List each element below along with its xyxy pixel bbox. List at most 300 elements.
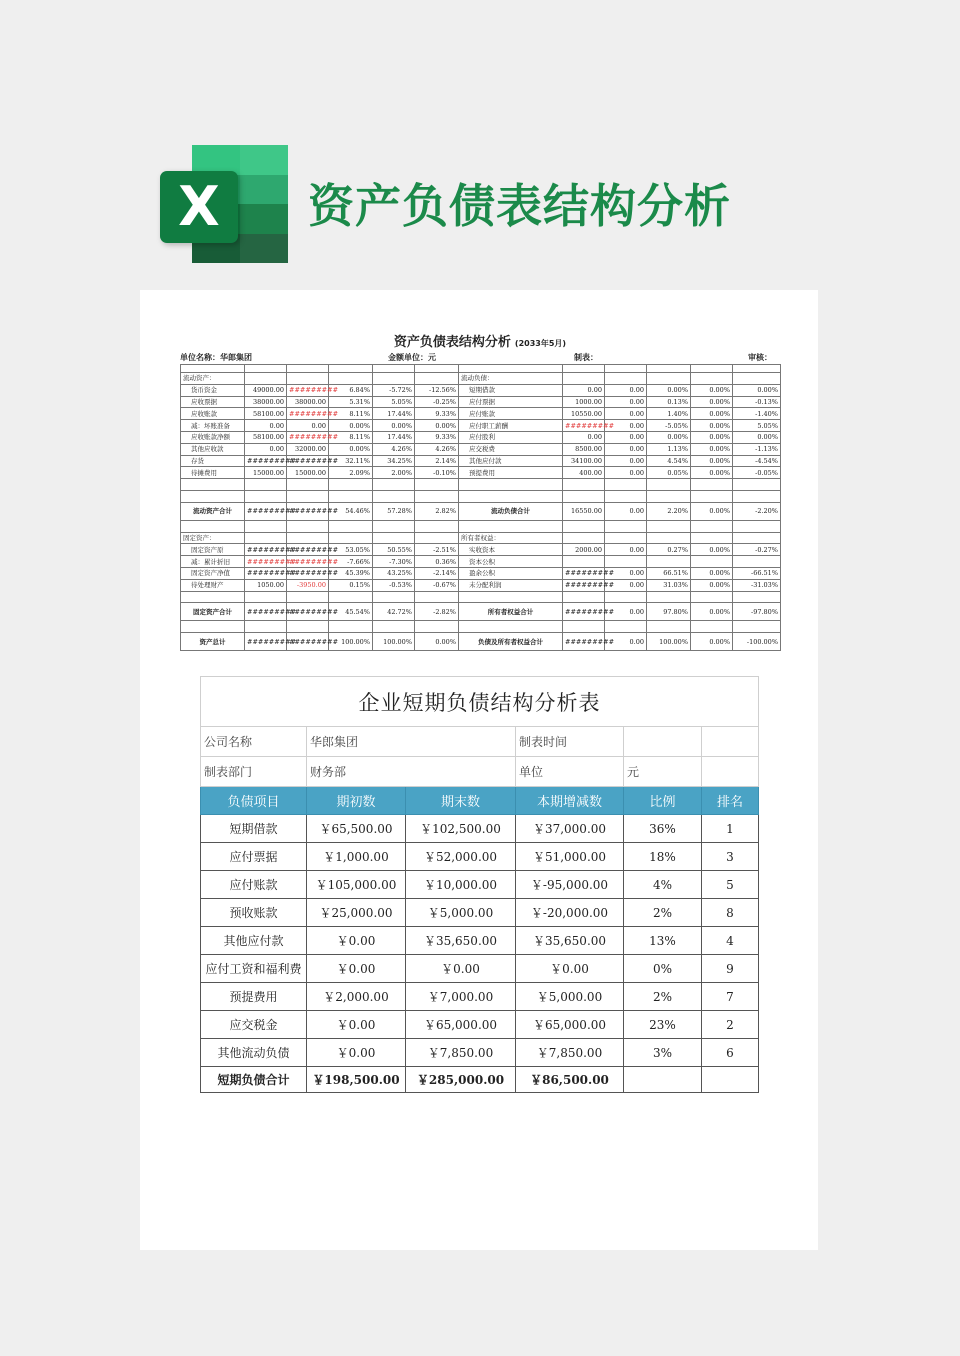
table-cell: [459, 591, 563, 603]
table-row: [181, 591, 781, 603]
table-cell: 0.00%: [415, 633, 459, 651]
balance-sheet-table: [180, 364, 781, 651]
table-cell: 0.00%: [415, 420, 459, 432]
table-cell: #########: [245, 603, 287, 621]
table-cell: [373, 621, 415, 633]
table-cell: -31.03%: [733, 579, 781, 591]
table-cell: 17.44%: [373, 431, 415, 443]
table-cell: 固定资产：: [181, 532, 245, 544]
table-cell: 资本公积: [459, 556, 563, 568]
table-cell: #########: [287, 408, 329, 420]
table-cell: [647, 490, 691, 502]
table-cell: 固定资产净值: [181, 567, 245, 579]
table-cell: 9.33%: [415, 431, 459, 443]
table-cell: [563, 373, 605, 385]
table-cell: ￥65,500.00: [307, 815, 406, 843]
date-label: 制表时间: [516, 727, 624, 757]
table-cell: [373, 591, 415, 603]
table-row: [181, 603, 781, 621]
table-cell: 49000.00: [245, 384, 287, 396]
unit-value: 元: [624, 757, 702, 787]
table-cell: ￥0.00: [307, 955, 406, 983]
info-empty-cell: [702, 757, 759, 787]
table-cell: [287, 365, 329, 373]
table-row: [181, 396, 781, 408]
table-cell: ￥7,000.00: [406, 983, 516, 1011]
table-cell: 应收票据: [181, 396, 245, 408]
table-cell: 15000.00: [245, 467, 287, 479]
table-cell: [415, 373, 459, 385]
table-cell: 0.00: [605, 455, 647, 467]
table-cell: ￥-20,000.00: [516, 899, 624, 927]
table-cell: 8: [702, 899, 759, 927]
table-cell: 8500.00: [563, 443, 605, 455]
table-cell: 其他应付款: [201, 927, 307, 955]
table-cell: [733, 621, 781, 633]
table-cell: [605, 479, 647, 491]
table-cell: [733, 520, 781, 532]
table-row: [181, 520, 781, 532]
table-cell: 2.20%: [647, 502, 691, 520]
table-cell: 负债及所有者权益合计: [459, 633, 563, 651]
table-cell: 0.15%: [329, 579, 373, 591]
total-cell: [624, 1067, 702, 1093]
table-row: [201, 1011, 759, 1039]
table-cell: [287, 490, 329, 502]
table-cell: -7.30%: [373, 556, 415, 568]
table-cell: [245, 532, 287, 544]
balance-sheet-period: (2033年5月): [514, 339, 567, 348]
table-cell: #########: [245, 633, 287, 651]
table-cell: [287, 479, 329, 491]
table-cell: [329, 365, 373, 373]
table-cell: #########: [287, 431, 329, 443]
table-cell: 未分配利润: [459, 579, 563, 591]
table-row: [201, 815, 759, 843]
table-cell: 0.00: [563, 431, 605, 443]
table-cell: #########: [287, 455, 329, 467]
balance-sheet: [180, 334, 780, 651]
table-cell: 32000.00: [287, 443, 329, 455]
table-cell: #########: [287, 502, 329, 520]
table-cell: [373, 520, 415, 532]
table-cell: #########: [563, 420, 605, 432]
table-row: [181, 420, 781, 432]
table-cell: [287, 621, 329, 633]
table-cell: #########: [563, 567, 605, 579]
table-cell: 实收资本: [459, 544, 563, 556]
total-cell: 短期负债合计: [201, 1067, 307, 1093]
table-cell: 0.00: [605, 408, 647, 420]
table-cell: 预提费用: [459, 467, 563, 479]
table-cell: 0.05%: [647, 467, 691, 479]
table-cell: 应收账款: [181, 408, 245, 420]
table-row: [181, 532, 781, 544]
table-cell: [245, 520, 287, 532]
table-cell: ￥2,000.00: [307, 983, 406, 1011]
table-cell: [733, 365, 781, 373]
prepared-by: 制表：: [574, 352, 598, 362]
table-cell: ￥52,000.00: [406, 843, 516, 871]
table-cell: [415, 621, 459, 633]
table-cell: 流动资产：: [181, 373, 245, 385]
table-cell: ￥7,850.00: [406, 1039, 516, 1067]
table-cell: [459, 520, 563, 532]
table-cell: ￥7,850.00: [516, 1039, 624, 1067]
table-cell: 100.00%: [373, 633, 415, 651]
table-row: [181, 567, 781, 579]
table-cell: 400.00: [563, 467, 605, 479]
table-cell: [647, 520, 691, 532]
table-cell: 应收账款净额: [181, 431, 245, 443]
table-cell: 42.72%: [373, 603, 415, 621]
column-header: 负债项目: [201, 787, 307, 815]
table-cell: 0.00: [605, 431, 647, 443]
table-cell: ￥0.00: [307, 1039, 406, 1067]
table-row: [181, 365, 781, 373]
table-cell: ￥0.00: [516, 955, 624, 983]
table-cell: -0.67%: [415, 579, 459, 591]
table-cell: [605, 365, 647, 373]
table-cell: #########: [563, 579, 605, 591]
table-cell: [329, 490, 373, 502]
table-cell: 6: [702, 1039, 759, 1067]
table-cell: -7.66%: [329, 556, 373, 568]
table-cell: [459, 479, 563, 491]
table-cell: #########: [245, 502, 287, 520]
table-cell: 0.00%: [691, 455, 733, 467]
total-cell: [702, 1067, 759, 1093]
column-header: 期末数: [406, 787, 516, 815]
column-header: 期初数: [307, 787, 406, 815]
table-cell: -5.72%: [373, 384, 415, 396]
table-cell: [563, 479, 605, 491]
date-value: [624, 727, 702, 757]
table-cell: 2.00%: [373, 467, 415, 479]
table-cell: [181, 591, 245, 603]
table-cell: [647, 556, 691, 568]
table-cell: 100.00%: [647, 633, 691, 651]
table-cell: 2.82%: [415, 502, 459, 520]
table-cell: 8.11%: [329, 408, 373, 420]
amount-unit: 金额单位：元: [388, 352, 436, 362]
table-cell: -0.10%: [415, 467, 459, 479]
table-cell: [415, 591, 459, 603]
table-cell: 0.00: [605, 579, 647, 591]
table-cell: [459, 490, 563, 502]
table-cell: [563, 365, 605, 373]
table-row: [181, 556, 781, 568]
table-cell: 0.00%: [691, 502, 733, 520]
excel-logo: [160, 145, 290, 263]
table-cell: 0.00: [605, 567, 647, 579]
table-row: [201, 983, 759, 1011]
balance-sheet-title: [180, 334, 780, 352]
table-cell: 58100.00: [245, 431, 287, 443]
table-cell: 0.00: [605, 502, 647, 520]
table-cell: ￥25,000.00: [307, 899, 406, 927]
table-cell: 所有者权益合计: [459, 603, 563, 621]
table-cell: 0.00%: [733, 431, 781, 443]
table-cell: #########: [287, 544, 329, 556]
table-cell: [647, 365, 691, 373]
table-cell: 0.00: [605, 544, 647, 556]
table-cell: 1000.00: [563, 396, 605, 408]
table-row: [201, 927, 759, 955]
table-cell: 0.00%: [691, 633, 733, 651]
table-cell: ￥5,000.00: [516, 983, 624, 1011]
table-cell: 盈余公积: [459, 567, 563, 579]
table-cell: 1050.00: [245, 579, 287, 591]
table-cell: 43.25%: [373, 567, 415, 579]
table-cell: 45.54%: [329, 603, 373, 621]
table-cell: 0.00%: [691, 408, 733, 420]
table-cell: [733, 490, 781, 502]
table-cell: ￥-95,000.00: [516, 871, 624, 899]
table-cell: #########: [245, 544, 287, 556]
table-cell: ￥0.00: [307, 927, 406, 955]
table-cell: 0.00%: [691, 603, 733, 621]
table-cell: [373, 490, 415, 502]
table-cell: 短期借款: [201, 815, 307, 843]
table-cell: 0.00%: [329, 443, 373, 455]
table-row: [181, 373, 781, 385]
table-cell: #########: [287, 567, 329, 579]
table-cell: -66.51%: [733, 567, 781, 579]
table-cell: 54.46%: [329, 502, 373, 520]
table-row: [181, 443, 781, 455]
table-cell: [329, 373, 373, 385]
table-cell: 2.14%: [415, 455, 459, 467]
table-cell: [459, 365, 563, 373]
table-cell: 其他流动负债: [201, 1039, 307, 1067]
table-row: [181, 408, 781, 420]
table-cell: ￥35,650.00: [516, 927, 624, 955]
table-row: [181, 544, 781, 556]
table-cell: 1.13%: [647, 443, 691, 455]
table-cell: 应付账款: [201, 871, 307, 899]
table-cell: 3: [702, 843, 759, 871]
total-cell: ￥86,500.00: [516, 1067, 624, 1093]
table-cell: 流动资产合计: [181, 502, 245, 520]
table-row: [181, 384, 781, 396]
table-cell: 0.00%: [647, 384, 691, 396]
table-cell: 存货: [181, 455, 245, 467]
table-cell: -100.00%: [733, 633, 781, 651]
table-cell: -0.27%: [733, 544, 781, 556]
table-cell: 预收账款: [201, 899, 307, 927]
table-cell: [647, 532, 691, 544]
table-cell: 应付工资和福利费: [201, 955, 307, 983]
table-cell: 减：累计折旧: [181, 556, 245, 568]
table-cell: -0.05%: [733, 467, 781, 479]
table-cell: ￥105,000.00: [307, 871, 406, 899]
table-cell: 0.36%: [415, 556, 459, 568]
table-cell: 16550.00: [563, 502, 605, 520]
table-cell: 5.05%: [373, 396, 415, 408]
balance-sheet-meta: [180, 352, 780, 364]
table-cell: 45.39%: [329, 567, 373, 579]
table-cell: 应付票据: [459, 396, 563, 408]
table-cell: [647, 621, 691, 633]
table-cell: -0.53%: [373, 579, 415, 591]
table-cell: 38000.00: [287, 396, 329, 408]
table-cell: [181, 621, 245, 633]
table-cell: ￥10,000.00: [406, 871, 516, 899]
table-cell: 应付票据: [201, 843, 307, 871]
table-cell: [605, 532, 647, 544]
table-cell: 0.00%: [329, 420, 373, 432]
table-cell: #########: [287, 384, 329, 396]
table-cell: 预提费用: [201, 983, 307, 1011]
table-cell: 8.11%: [329, 431, 373, 443]
table-cell: 0.00%: [691, 384, 733, 396]
table-cell: 6.84%: [329, 384, 373, 396]
unit-label: 单位: [516, 757, 624, 787]
table-cell: -0.13%: [733, 396, 781, 408]
table-cell: [329, 621, 373, 633]
balance-sheet-title-text: 资产负债表结构分析: [393, 335, 511, 350]
table-cell: -2.82%: [415, 603, 459, 621]
table-row: [181, 621, 781, 633]
table-cell: 97.80%: [647, 603, 691, 621]
table-cell: 0.00: [605, 443, 647, 455]
table-cell: #########: [287, 556, 329, 568]
table-cell: -1.40%: [733, 408, 781, 420]
table-cell: 31.03%: [647, 579, 691, 591]
table-cell: [329, 532, 373, 544]
table-cell: 34.25%: [373, 455, 415, 467]
column-header: 本期增减数: [516, 787, 624, 815]
table-cell: 0.00%: [373, 420, 415, 432]
table-cell: [605, 556, 647, 568]
table-cell: [459, 621, 563, 633]
table-cell: ￥65,000.00: [406, 1011, 516, 1039]
table-cell: [373, 532, 415, 544]
table-row: [201, 1039, 759, 1067]
table-cell: 0.00%: [691, 467, 733, 479]
table-cell: #########: [245, 567, 287, 579]
total-row: [201, 1067, 759, 1093]
table-cell: [605, 490, 647, 502]
table-cell: 所有者权益：: [459, 532, 563, 544]
table-cell: 其他应收款: [181, 443, 245, 455]
table-cell: 4: [702, 927, 759, 955]
table-cell: [691, 591, 733, 603]
table-cell: -5.05%: [647, 420, 691, 432]
table-cell: [691, 490, 733, 502]
table-cell: #########: [245, 455, 287, 467]
header-row: [201, 787, 759, 815]
table-cell: 0.00%: [733, 384, 781, 396]
table-cell: -4.54%: [733, 455, 781, 467]
info-empty-cell: [702, 727, 759, 757]
table-cell: [691, 373, 733, 385]
table-cell: [563, 520, 605, 532]
table-cell: [373, 373, 415, 385]
table-cell: ￥37,000.00: [516, 815, 624, 843]
table-cell: [691, 621, 733, 633]
table-row: [181, 467, 781, 479]
table-cell: 0.00%: [691, 567, 733, 579]
reviewed-by: 审核：: [748, 352, 772, 362]
table-cell: #########: [563, 633, 605, 651]
liability-table: [200, 676, 759, 1093]
table-cell: #########: [245, 556, 287, 568]
table-cell: 0.00: [605, 633, 647, 651]
table-cell: 18%: [624, 843, 702, 871]
table-cell: [415, 365, 459, 373]
table-cell: [245, 479, 287, 491]
table-cell: [647, 591, 691, 603]
table-cell: ￥0.00: [307, 1011, 406, 1039]
table-row: [181, 479, 781, 491]
company-value: 华郎集团: [307, 727, 516, 757]
table-cell: [733, 532, 781, 544]
table-cell: [245, 591, 287, 603]
table-cell: 0.00: [245, 443, 287, 455]
table-cell: [245, 365, 287, 373]
table-row: [181, 633, 781, 651]
table-row: [181, 579, 781, 591]
table-cell: 9.33%: [415, 408, 459, 420]
table-cell: [415, 532, 459, 544]
table-cell: [733, 556, 781, 568]
table-cell: #########: [287, 603, 329, 621]
table-cell: 0.00%: [647, 431, 691, 443]
table-cell: 0.00%: [691, 396, 733, 408]
document-page: [140, 290, 818, 1250]
table-row: [181, 502, 781, 520]
table-row: [181, 490, 781, 502]
table-cell: [647, 373, 691, 385]
table-cell: 流动负债合计: [459, 502, 563, 520]
table-cell: 0.27%: [647, 544, 691, 556]
table-cell: 1: [702, 815, 759, 843]
table-cell: [563, 591, 605, 603]
table-cell: 待摊费用: [181, 467, 245, 479]
table-cell: 0.00: [287, 420, 329, 432]
table-cell: 应交税费: [459, 443, 563, 455]
table-cell: 34100.00: [563, 455, 605, 467]
column-header: 比例: [624, 787, 702, 815]
table-cell: 4.26%: [415, 443, 459, 455]
table-cell: 36%: [624, 815, 702, 843]
table-cell: ￥5,000.00: [406, 899, 516, 927]
table-cell: -1.13%: [733, 443, 781, 455]
table-cell: 0.00: [605, 420, 647, 432]
table-cell: 3%: [624, 1039, 702, 1067]
table-cell: [691, 520, 733, 532]
table-cell: 0.00%: [691, 544, 733, 556]
table-cell: [245, 373, 287, 385]
table-cell: [181, 490, 245, 502]
table-cell: 57.28%: [373, 502, 415, 520]
table-cell: 资产总计: [181, 633, 245, 651]
table-cell: 4.54%: [647, 455, 691, 467]
table-cell: [415, 490, 459, 502]
table-cell: [329, 479, 373, 491]
table-cell: [415, 479, 459, 491]
table-row: [201, 899, 759, 927]
table-cell: 0.00: [245, 420, 287, 432]
table-cell: [181, 520, 245, 532]
table-cell: 2%: [624, 983, 702, 1011]
table-cell: [733, 591, 781, 603]
table-cell: 0.00: [605, 396, 647, 408]
table-cell: 2: [702, 1011, 759, 1039]
table-cell: 应付股利: [459, 431, 563, 443]
